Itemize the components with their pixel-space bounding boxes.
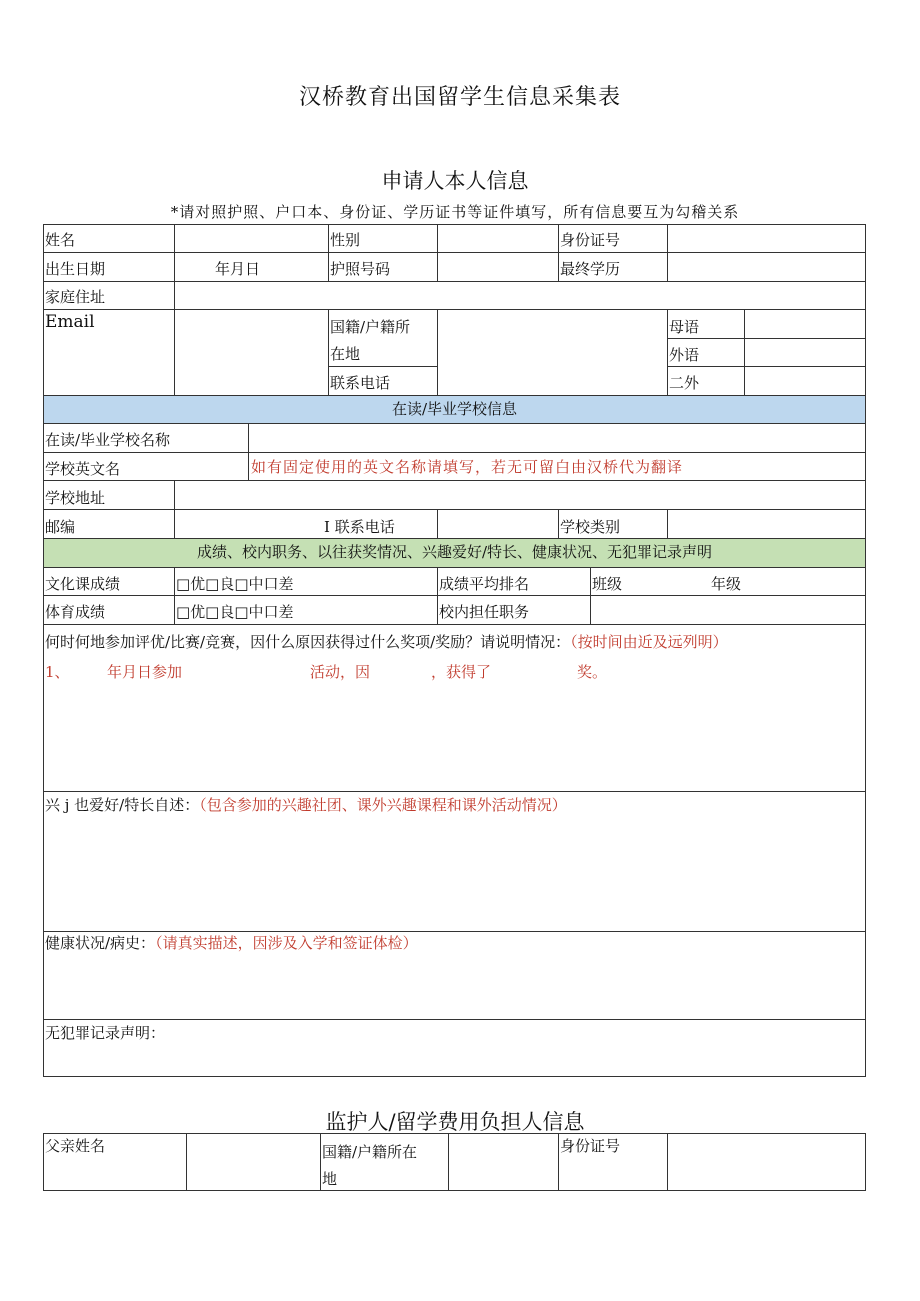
school-position-label: 校内担任职务: [439, 603, 530, 621]
birth-date-label: 出生日期: [45, 260, 106, 278]
email-field[interactable]: [175, 310, 327, 394]
pe-score-label: 体育成绩: [45, 603, 106, 621]
grade-label: 年级: [711, 575, 742, 593]
school-phone-field[interactable]: [438, 510, 557, 537]
gender-label: 性别: [330, 231, 361, 249]
passport-field[interactable]: [438, 253, 557, 280]
guardian-id-field[interactable]: [668, 1134, 864, 1189]
fill-instructions: *请对照护照、户口本、身份证、学历证书等证件填写，所有信息要互为勾稽关系: [170, 203, 740, 221]
school-address-label: 学校地址: [45, 489, 106, 507]
awards-example-award: 奖。: [577, 663, 608, 681]
father-name-label: 父亲姓名: [45, 1137, 106, 1155]
guardian-section-heading: 监护人/留学费用负担人信息: [325, 1110, 585, 1134]
phone-field[interactable]: [438, 367, 666, 394]
health-section[interactable]: [45, 933, 418, 953]
awards-example-num: 1、: [45, 663, 70, 681]
school-phone-label: I 联系电话: [324, 518, 395, 536]
health-hint: （请真实描述，因涉及入学和签证体检）: [155, 934, 418, 952]
native-language-field[interactable]: [745, 310, 864, 337]
birth-date-field[interactable]: 年月日: [215, 260, 261, 278]
applicant-form: [43, 224, 866, 1077]
guardian-id-label: 身份证号: [560, 1137, 621, 1155]
second-foreign-language-field[interactable]: [745, 367, 864, 394]
school-info-header: 在读/毕业学校信息: [44, 396, 865, 423]
father-name-field[interactable]: [187, 1134, 319, 1189]
school-name-label: 在读/毕业学校名称: [45, 431, 171, 449]
name-label: 姓名: [45, 231, 76, 249]
foreign-language-label: 外语: [669, 346, 700, 364]
hobby-hint: （包含参加的兴趣社团、课外兴趣课程和课外活动情况）: [199, 796, 567, 814]
id-number-label: 身份证号: [560, 231, 621, 249]
home-address-field[interactable]: [175, 282, 864, 308]
school-position-field[interactable]: [591, 596, 864, 623]
nationality-field[interactable]: [438, 310, 666, 365]
nationality-label-line1: 国籍/户籍所: [330, 318, 411, 336]
pe-score-options[interactable]: □优□良□中口差: [176, 603, 294, 621]
performance-header: 成绩、校内职务、以往获奖情况、兴趣爱好/特长、健康状况、无犯罪记录声明: [44, 539, 865, 567]
native-language-label: 母语: [669, 318, 700, 336]
school-name-field[interactable]: [249, 424, 864, 451]
passport-label: 护照号码: [330, 260, 391, 278]
guardian-nationality-label-line2: 地: [322, 1170, 338, 1188]
academic-score-label: 文化课成绩: [45, 575, 121, 593]
guardian-nationality-label-line1: 国籍/户籍所在: [322, 1143, 418, 1161]
school-type-label: 学校类别: [560, 518, 621, 536]
rank-label: 成绩平均排名: [439, 575, 530, 593]
awards-example-date: 年月日参加: [107, 663, 183, 681]
hobby-label: 兴 j 也爱好/特长自述：: [45, 796, 200, 814]
nationality-label-line2: 在地: [330, 345, 361, 363]
id-number-field[interactable]: [668, 225, 864, 251]
awards-example-got: ，获得了: [431, 663, 492, 681]
awards-question-text: 何时何地参加评优/比赛/竞赛，因什么原因获得过什么奖项/奖励？请说明情况：: [45, 633, 571, 651]
education-field[interactable]: [668, 253, 864, 280]
class-label: 班级: [592, 575, 623, 593]
school-type-field[interactable]: [668, 510, 864, 537]
guardian-nationality-field[interactable]: [449, 1134, 557, 1189]
school-english-name-label: 学校英文名: [45, 460, 121, 478]
academic-score-options[interactable]: □优□良□中口差: [176, 575, 294, 593]
crime-statement-label[interactable]: 无犯罪记录声明：: [45, 1024, 166, 1042]
applicant-section-heading: 申请人本人信息: [381, 169, 529, 193]
phone-label: 联系电话: [330, 374, 391, 392]
form-title: 汉桥教育出国留学生信息采集表: [298, 85, 621, 110]
home-address-label: 家庭住址: [45, 288, 106, 306]
health-label: 健康状况/病史：: [45, 934, 156, 952]
zip-field[interactable]: [175, 510, 305, 537]
awards-question[interactable]: [45, 632, 728, 652]
name-field[interactable]: [175, 225, 327, 251]
email-label: Email: [45, 312, 95, 332]
education-label: 最终学历: [560, 260, 621, 278]
second-foreign-language-label: 二外: [669, 374, 700, 392]
guardian-form: [43, 1133, 866, 1191]
zip-label: 邮编: [45, 518, 76, 536]
gender-field[interactable]: [438, 225, 557, 251]
school-english-name-hint[interactable]: 如有固定使用的英文名称请填写，若无可留白由汉桥代为翻译: [251, 458, 684, 476]
awards-example-activity: 活动，因: [310, 663, 371, 681]
hobby-section[interactable]: [45, 795, 567, 815]
awards-hint: （按时间由近及远列明）: [570, 633, 728, 651]
school-address-field[interactable]: [175, 481, 864, 508]
foreign-language-field[interactable]: [745, 339, 864, 365]
